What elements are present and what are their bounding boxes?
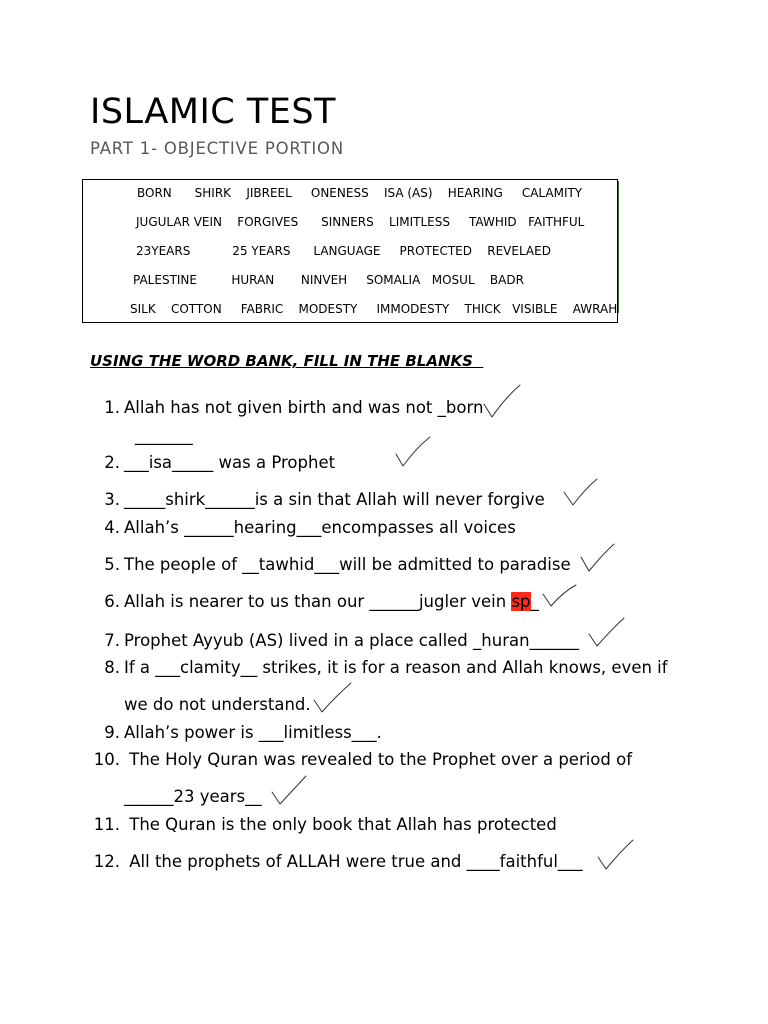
question-text: Allah’s ______hearing___encompasses all voices: [124, 518, 516, 537]
question-number: 7.: [104, 631, 120, 650]
question-number: 8.: [104, 658, 120, 677]
question-number: 2.: [104, 453, 120, 472]
checkmark-icon: [396, 437, 430, 466]
question-text-continued: ______23 years__: [124, 787, 262, 806]
checkmark-icon: [564, 479, 597, 505]
question-text: [124, 592, 539, 611]
question-text: The Quran is the only book that Allah has protected: [124, 815, 557, 834]
checkmark-icon: [598, 840, 633, 869]
question-text: Allah has not given birth and was not _born: [124, 398, 484, 417]
word-bank-row: SILK COTTON FABRIC MODESTY IMMODESTY THICK VISIBLE AWRAH: [130, 302, 618, 316]
question-number: 6.: [104, 592, 120, 611]
checkmark-icon: [543, 585, 576, 606]
question-text-continued: _______: [135, 426, 193, 445]
checkmark-icon: [581, 544, 614, 571]
question-text: Prophet Ayyub (AS) lived in a place called _huran______: [124, 631, 580, 650]
instructions-heading: USING THE WORD BANK, FILL IN THE BLANKS: [90, 352, 484, 370]
question-text: If a ___clamity__ strikes, it is for a reason and Allah knows, even if: [124, 658, 668, 677]
question-text-tail: _: [530, 592, 539, 611]
checkmark-icon: [314, 683, 351, 712]
word-bank-row: BORN SHIRK JIBREEL ONENESS ISA (AS) HEARING CALAMITY: [137, 186, 583, 200]
checkmark-icon: [589, 618, 624, 646]
question-text: The Holy Quran was revealed to the Prophet over a period of: [124, 750, 633, 769]
question-text-main: Allah is nearer to us than our ______jugler vein: [124, 592, 512, 611]
word-bank-box: [82, 179, 618, 323]
question-text: The people of __tawhid___will be admitted to paradise: [124, 555, 571, 574]
word-bank-row: JUGULAR VEIN FORGIVES SINNERS LIMITLESS TAWHID FAITHFUL: [136, 215, 585, 229]
highlighted-text: sp: [511, 592, 531, 611]
word-bank-row: PALESTINE HURAN NINVEH SOMALIA MOSUL BADR: [133, 273, 524, 287]
question-number: 1.: [104, 398, 120, 417]
question-number: 11.: [93, 815, 120, 834]
question-text: Allah’s power is ___limitless___.: [124, 723, 382, 742]
page-title: ISLAMIC TEST: [90, 92, 336, 132]
checkmark-icon: [272, 776, 306, 804]
question-text: ___isa_____ was a Prophet: [124, 453, 336, 472]
word-bank-row: 23YEARS 25 YEARS LANGUAGE PROTECTED REVELAED: [136, 244, 551, 258]
page-subtitle: PART 1- OBJECTIVE PORTION: [90, 139, 344, 158]
question-number: 9.: [104, 723, 120, 742]
question-text-continued: we do not understand.: [124, 695, 311, 714]
question-number: 3.: [104, 490, 120, 509]
question-text: _____shirk______is a sin that Allah will never forgive: [124, 490, 545, 509]
question-number: 12.: [93, 852, 120, 871]
question-number: 5.: [104, 555, 120, 574]
checkmark-icon: [484, 385, 520, 417]
question-text: All the prophets of ALLAH were true and ____faithful___: [124, 852, 583, 871]
question-number: 4.: [104, 518, 120, 537]
question-number: 10.: [93, 750, 120, 769]
